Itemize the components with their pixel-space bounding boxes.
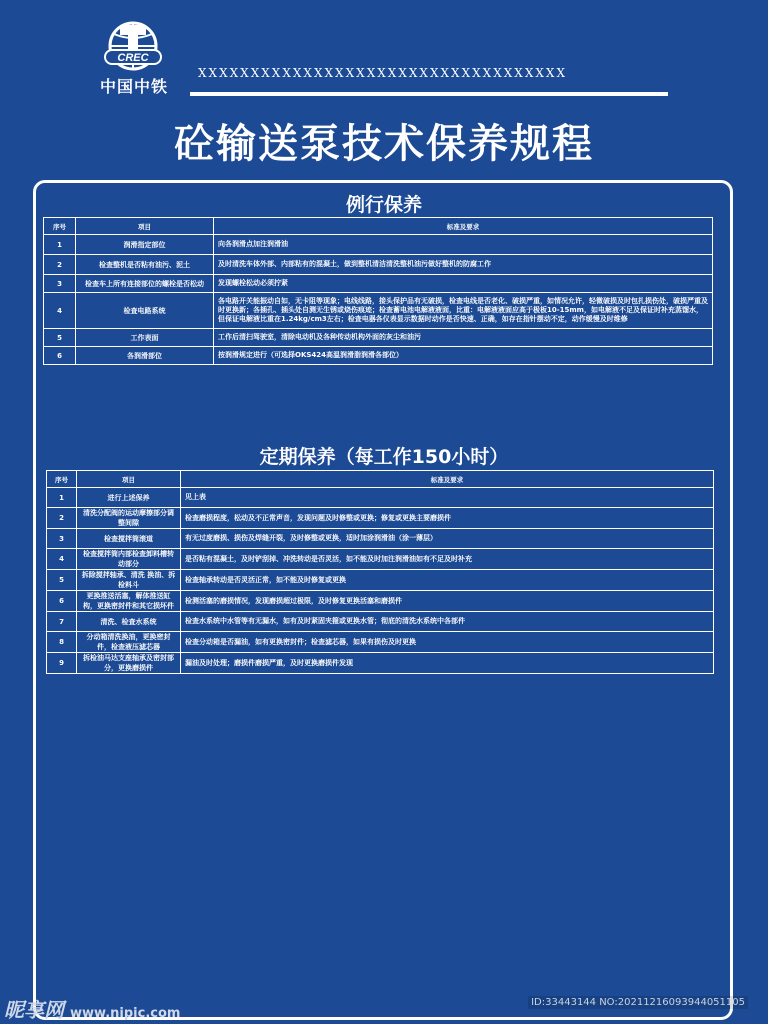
watermark-site: www.nipic.com <box>70 1006 181 1021</box>
table-row <box>47 632 714 653</box>
table-row <box>47 529 714 549</box>
row-item: 检查搅拌筒内部检查卸料槽转动部分 <box>77 549 181 570</box>
header-standard: 标准及要求 <box>214 218 713 235</box>
table-row <box>44 347 713 365</box>
row-number: 5 <box>47 570 77 591</box>
table-row <box>47 653 714 674</box>
row-number: 1 <box>44 235 76 255</box>
crec-letters: CREC <box>117 52 149 64</box>
crec-logo <box>100 20 180 97</box>
table-row <box>44 235 713 255</box>
row-number: 5 <box>44 329 76 347</box>
row-number: 8 <box>47 632 77 653</box>
row-item: 检查整机是否粘有油污、泥土 <box>76 255 214 275</box>
row-item: 工作表面 <box>76 329 214 347</box>
table-row <box>44 329 713 347</box>
row-number: 4 <box>47 549 77 570</box>
row-standard: 检查分动箱是否漏油，如有更换密封件；检查滤芯器，如果有损伤及时更换 <box>181 632 714 653</box>
row-item: 清洗分配阀的运动摩擦部分调整间隙 <box>77 508 181 529</box>
routine-section-title: 例行保养 <box>345 194 422 216</box>
row-item: 分动箱清洗换油，更换密封件，检查液压滤芯器 <box>77 632 181 653</box>
header-no: 序号 <box>44 218 76 235</box>
row-standard: 各电路开关能振动自如，无卡阻等现象；电线线路，接头保护品有无破损，检查电线是否老化、破损严重，如情况允许，轻微破损及时包扎损伤处，破损严重及时更换新；各插孔、插头处自测无生锈或烧伤痕迹；检查蓄电池电解液液面，比重：电解液液面应高于极板10-15mm，如电解液不足及保证时补充蒸馏水，但保证电解液比重在1.24kg/cm3左右；检查电器各仪表显示数据时动作是否快速、正确，如存在指针摆动不定，动作缓慢及时维修 <box>214 293 713 329</box>
row-item: 清洗、检查水系统 <box>77 612 181 632</box>
row-standard: 检查水系统中水管等有无漏水，如有及时紧固夹箍或更换水管；彻底的清洗水系统中各部件 <box>181 612 714 632</box>
row-number: 2 <box>44 255 76 275</box>
header-no: 序号 <box>47 471 77 488</box>
row-number: 1 <box>47 488 77 508</box>
row-number: 2 <box>47 508 77 529</box>
watermark-brand-name: 昵享网 <box>4 998 64 1022</box>
row-item: 润滑指定部位 <box>76 235 214 255</box>
header-rule <box>190 92 668 96</box>
row-standard: 见上表 <box>181 488 714 508</box>
header-item: 项目 <box>77 471 181 488</box>
row-standard: 检查磨损程度，松动及不正常声音，发现问题及时修整或更换；修复或更换主要磨损件 <box>181 508 714 529</box>
watermark-brand <box>4 994 180 1023</box>
table-row <box>44 255 713 275</box>
table-row <box>47 549 714 570</box>
row-item: 拆检油马达支座轴承及密封部分，更换磨损件 <box>77 653 181 674</box>
table-row <box>47 570 714 591</box>
table-row <box>47 488 714 508</box>
table-row <box>47 591 714 612</box>
row-item: 检查电路系统 <box>76 293 214 329</box>
row-number: 6 <box>47 591 77 612</box>
row-item: 检查搅拌筒滚道 <box>77 529 181 549</box>
row-number: 6 <box>44 347 76 365</box>
periodic-section-title: 定期保养（每工作150小时） <box>259 446 509 468</box>
page-title: 砼输送泵技术保养规程 <box>174 121 594 167</box>
row-standard: 向各润滑点加注润滑油 <box>214 235 713 255</box>
row-standard: 检测活塞的磨损情况，发现磨损超过极限，及时修复更换活塞和磨损件 <box>181 591 714 612</box>
row-standard: 有无过度磨损、损伤及焊缝开裂，及时修整或更换，适时加涂润滑油（涂一薄层） <box>181 529 714 549</box>
crec-emblem-icon <box>100 20 166 72</box>
table-row <box>44 293 713 329</box>
row-number: 9 <box>47 653 77 674</box>
row-number: 3 <box>44 275 76 293</box>
brand-name: 中国中铁 <box>100 77 169 96</box>
row-item: 检查车上所有连接部位的螺栓是否松动 <box>76 275 214 293</box>
routine-table <box>43 217 713 365</box>
row-item: 拆除搅拌轴承、清洗 换油、拆 检料斗 <box>77 570 181 591</box>
table-header-row <box>47 471 714 488</box>
table-row <box>47 508 714 529</box>
header-standard: 标准及要求 <box>181 471 714 488</box>
header-item: 项目 <box>76 218 214 235</box>
periodic-table <box>46 470 714 674</box>
row-item: 各润滑部位 <box>76 347 214 365</box>
row-item: 更换推送活塞，解体推送缸构，更换密封件和其它损坏件 <box>77 591 181 612</box>
row-standard: 漏油及时处理；磨损件磨损严重，及时更换磨损件发现 <box>181 653 714 674</box>
row-item: 进行上述保养 <box>77 488 181 508</box>
row-standard: 发现螺栓松动必须拧紧 <box>214 275 713 293</box>
row-number: 7 <box>47 612 77 632</box>
row-number: 3 <box>47 529 77 549</box>
row-standard: 是否粘有混凝土，及时铲刮掉、冲洗转动是否灵活，如不能及时加注润滑油如有不足及时补充 <box>181 549 714 570</box>
table-row <box>44 275 713 293</box>
placeholder-line: XXXXXXXXXXXXXXXXXXXXXXXXXXXXXXXXXXX <box>198 66 568 80</box>
row-standard: 及时清洗车体外部、内部粘有的混凝土，做到整机清洁清洗整机油污做好整机的防腐工作 <box>214 255 713 275</box>
table-row <box>47 612 714 632</box>
row-standard: 工作后清扫驾驶室，清除电动机及各种传动机构外面的灰尘和油污 <box>214 329 713 347</box>
row-standard: 检查轴承转动是否灵活正常，如不能及时修复或更换 <box>181 570 714 591</box>
row-standard: 按润滑规定进行（可选择OKS424高温润滑脂润滑各部位） <box>214 347 713 365</box>
row-number: 4 <box>44 293 76 329</box>
watermark-id: ID:33443144 NO:20211216093944051105 <box>528 996 748 1009</box>
table-header-row <box>44 218 713 235</box>
